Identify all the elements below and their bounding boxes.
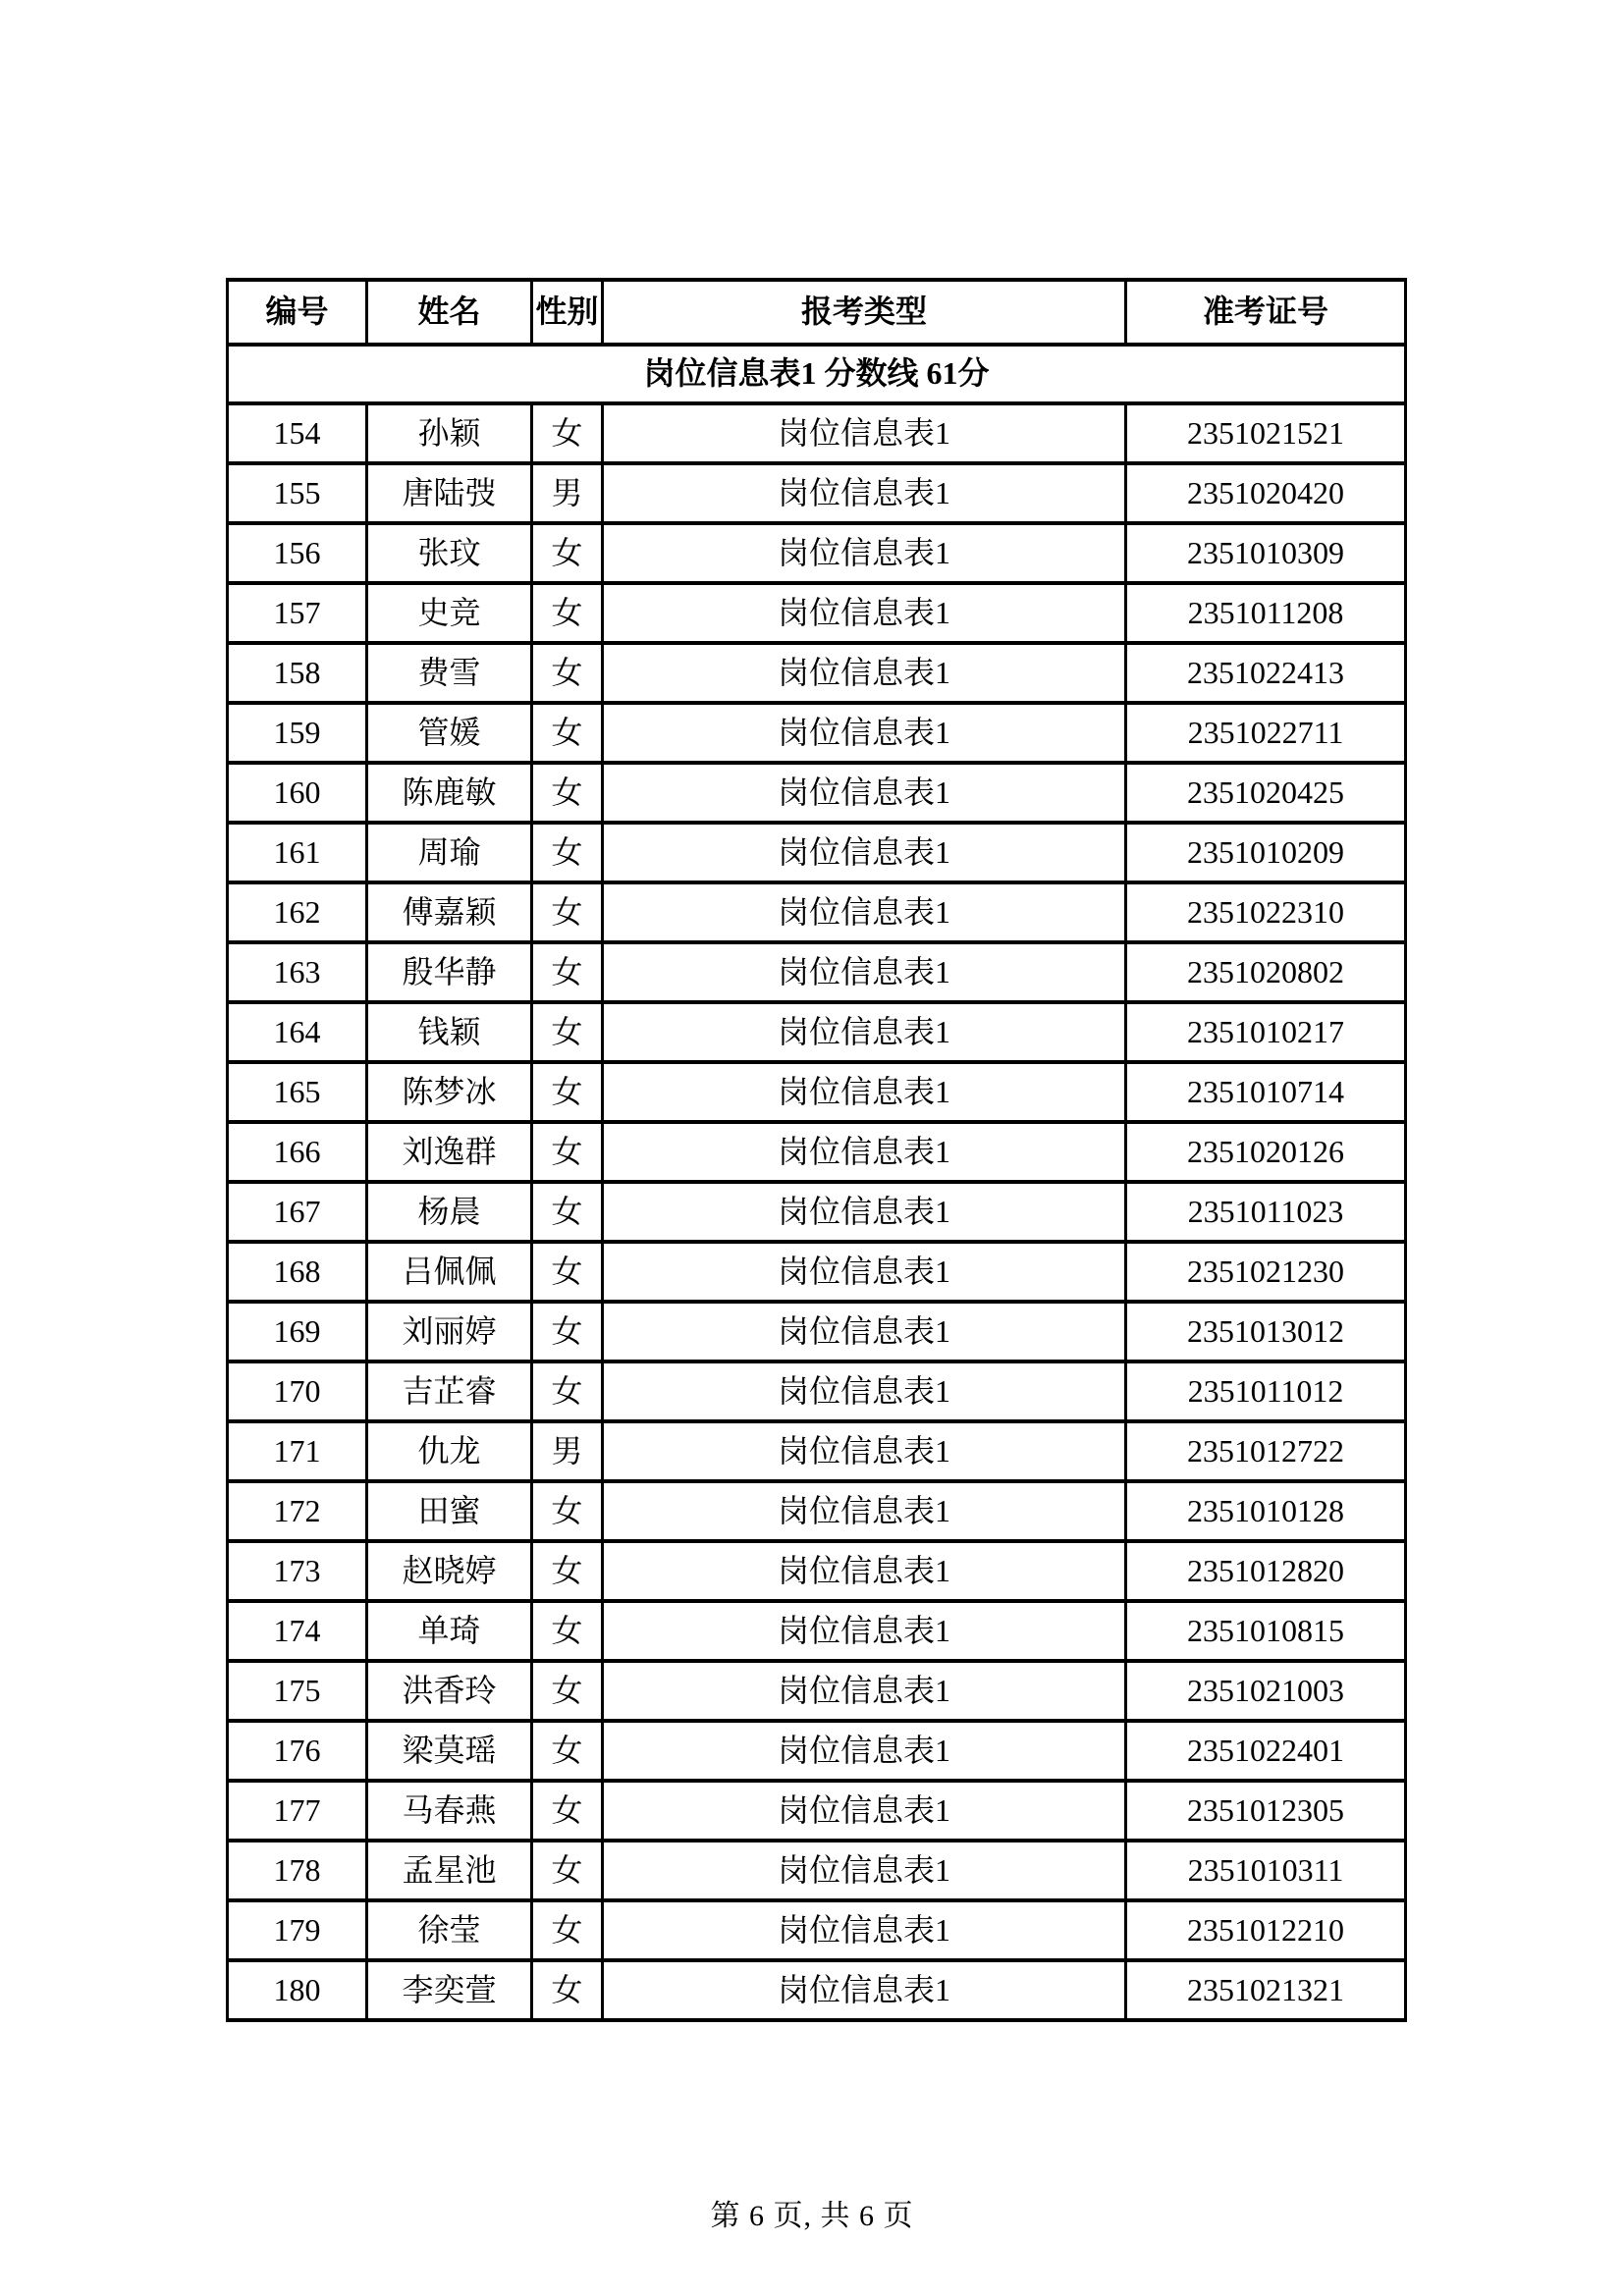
- cell-number: 155: [228, 463, 367, 523]
- table-row: [228, 1002, 1406, 1062]
- cell-type: 岗位信息表1: [603, 703, 1126, 763]
- cell-name: 钱颖: [367, 1002, 532, 1062]
- cell-type: 岗位信息表1: [603, 583, 1126, 643]
- cell-type: 岗位信息表1: [603, 1721, 1126, 1781]
- cell-type: 岗位信息表1: [603, 1541, 1126, 1601]
- cell-number: 167: [228, 1182, 367, 1242]
- cell-gender: 女: [532, 1182, 603, 1242]
- cell-ticket: 2351020802: [1126, 942, 1406, 1002]
- cell-ticket: 2351022413: [1126, 643, 1406, 703]
- cell-ticket: 2351010309: [1126, 523, 1406, 583]
- cell-type: 岗位信息表1: [603, 1122, 1126, 1182]
- cell-number: 176: [228, 1721, 367, 1781]
- cell-gender: 女: [532, 1900, 603, 1960]
- cell-gender: 女: [532, 1481, 603, 1541]
- cell-gender: 女: [532, 1781, 603, 1841]
- cell-gender: 女: [532, 583, 603, 643]
- cell-gender: 女: [532, 703, 603, 763]
- column-header-ticket: 准考证号: [1126, 280, 1406, 345]
- cell-number: 175: [228, 1661, 367, 1721]
- section-header: 岗位信息表1 分数线 61分: [228, 345, 1406, 403]
- table-row: [228, 523, 1406, 583]
- cell-name: 陈鹿敏: [367, 763, 532, 823]
- cell-number: 154: [228, 403, 367, 463]
- cell-ticket: 2351012210: [1126, 1900, 1406, 1960]
- table-row: [228, 1481, 1406, 1541]
- cell-name: 陈梦冰: [367, 1062, 532, 1122]
- cell-ticket: 2351022310: [1126, 882, 1406, 942]
- cell-gender: 女: [532, 1302, 603, 1362]
- cell-name: 马春燕: [367, 1781, 532, 1841]
- cell-name: 周瑜: [367, 823, 532, 882]
- cell-name: 吉芷睿: [367, 1362, 532, 1421]
- cell-name: 孟星池: [367, 1841, 532, 1900]
- cell-gender: 女: [532, 523, 603, 583]
- cell-gender: 女: [532, 1960, 603, 2020]
- cell-gender: 女: [532, 942, 603, 1002]
- cell-type: 岗位信息表1: [603, 1601, 1126, 1661]
- cell-type: 岗位信息表1: [603, 1002, 1126, 1062]
- cell-ticket: 2351010815: [1126, 1601, 1406, 1661]
- header-row: [228, 280, 1406, 345]
- cell-ticket: 2351021003: [1126, 1661, 1406, 1721]
- table-row: [228, 703, 1406, 763]
- table-row: [228, 1062, 1406, 1122]
- cell-number: 161: [228, 823, 367, 882]
- cell-type: 岗位信息表1: [603, 1421, 1126, 1481]
- cell-type: 岗位信息表1: [603, 1481, 1126, 1541]
- cell-name: 刘逸群: [367, 1122, 532, 1182]
- cell-gender: 男: [532, 463, 603, 523]
- cell-name: 仇龙: [367, 1421, 532, 1481]
- table-row: [228, 1960, 1406, 2020]
- cell-number: 179: [228, 1900, 367, 1960]
- cell-type: 岗位信息表1: [603, 1900, 1126, 1960]
- cell-number: 164: [228, 1002, 367, 1062]
- table-row: [228, 1122, 1406, 1182]
- cell-ticket: 2351010217: [1126, 1002, 1406, 1062]
- cell-number: 178: [228, 1841, 367, 1900]
- column-header-number: 编号: [228, 280, 367, 345]
- cell-type: 岗位信息表1: [603, 823, 1126, 882]
- table-row: [228, 1900, 1406, 1960]
- table-row: [228, 643, 1406, 703]
- cell-type: 岗位信息表1: [603, 1960, 1126, 2020]
- column-header-name: 姓名: [367, 280, 532, 345]
- cell-gender: 女: [532, 1721, 603, 1781]
- cell-name: 傅嘉颖: [367, 882, 532, 942]
- cell-type: 岗位信息表1: [603, 1062, 1126, 1122]
- cell-type: 岗位信息表1: [603, 643, 1126, 703]
- cell-gender: 女: [532, 1362, 603, 1421]
- cell-type: 岗位信息表1: [603, 1661, 1126, 1721]
- cell-number: 156: [228, 523, 367, 583]
- cell-name: 费雪: [367, 643, 532, 703]
- candidates-table: [226, 278, 1407, 2022]
- table-row: [228, 583, 1406, 643]
- section-header-row: [228, 345, 1406, 403]
- cell-name: 管媛: [367, 703, 532, 763]
- cell-name: 单琦: [367, 1601, 532, 1661]
- table-body: [228, 403, 1406, 2020]
- cell-ticket: 2351010714: [1126, 1062, 1406, 1122]
- table-row: [228, 1421, 1406, 1481]
- cell-number: 174: [228, 1601, 367, 1661]
- cell-gender: 女: [532, 1242, 603, 1302]
- cell-name: 刘丽婷: [367, 1302, 532, 1362]
- cell-ticket: 2351021321: [1126, 1960, 1406, 2020]
- cell-name: 李奕萱: [367, 1960, 532, 2020]
- cell-gender: 女: [532, 823, 603, 882]
- cell-ticket: 2351012305: [1126, 1781, 1406, 1841]
- table-row: [228, 463, 1406, 523]
- table-row: [228, 1302, 1406, 1362]
- table-row: [228, 1242, 1406, 1302]
- cell-ticket: 2351011012: [1126, 1362, 1406, 1421]
- cell-name: 史竞: [367, 583, 532, 643]
- cell-ticket: 2351012820: [1126, 1541, 1406, 1601]
- cell-ticket: 2351021521: [1126, 403, 1406, 463]
- cell-ticket: 2351022711: [1126, 703, 1406, 763]
- cell-number: 168: [228, 1242, 367, 1302]
- table-row: [228, 1182, 1406, 1242]
- cell-gender: 女: [532, 1661, 603, 1721]
- cell-name: 徐莹: [367, 1900, 532, 1960]
- cell-type: 岗位信息表1: [603, 1841, 1126, 1900]
- cell-type: 岗位信息表1: [603, 523, 1126, 583]
- cell-number: 157: [228, 583, 367, 643]
- cell-gender: 女: [532, 1122, 603, 1182]
- cell-ticket: 2351013012: [1126, 1302, 1406, 1362]
- cell-ticket: 2351021230: [1126, 1242, 1406, 1302]
- cell-name: 赵晓婷: [367, 1541, 532, 1601]
- cell-number: 163: [228, 942, 367, 1002]
- cell-ticket: 2351011208: [1126, 583, 1406, 643]
- cell-type: 岗位信息表1: [603, 1302, 1126, 1362]
- table-row: [228, 942, 1406, 1002]
- cell-type: 岗位信息表1: [603, 1781, 1126, 1841]
- cell-name: 梁莫瑶: [367, 1721, 532, 1781]
- table-row: [228, 1601, 1406, 1661]
- cell-gender: 女: [532, 1841, 603, 1900]
- table-row: [228, 823, 1406, 882]
- cell-gender: 女: [532, 1062, 603, 1122]
- page-footer: 第 6 页, 共 6 页: [710, 2200, 914, 2232]
- cell-number: 162: [228, 882, 367, 942]
- cell-type: 岗位信息表1: [603, 1362, 1126, 1421]
- cell-number: 180: [228, 1960, 367, 2020]
- table-row: [228, 1781, 1406, 1841]
- table-row: [228, 882, 1406, 942]
- cell-number: 160: [228, 763, 367, 823]
- cell-type: 岗位信息表1: [603, 1182, 1126, 1242]
- cell-number: 169: [228, 1302, 367, 1362]
- cell-type: 岗位信息表1: [603, 1242, 1126, 1302]
- cell-ticket: 2351010209: [1126, 823, 1406, 882]
- cell-ticket: 2351022401: [1126, 1721, 1406, 1781]
- table-row: [228, 403, 1406, 463]
- table-row: [228, 763, 1406, 823]
- cell-type: 岗位信息表1: [603, 942, 1126, 1002]
- cell-type: 岗位信息表1: [603, 403, 1126, 463]
- cell-gender: 女: [532, 763, 603, 823]
- cell-ticket: 2351011023: [1126, 1182, 1406, 1242]
- cell-number: 171: [228, 1421, 367, 1481]
- cell-type: 岗位信息表1: [603, 763, 1126, 823]
- cell-name: 杨晨: [367, 1182, 532, 1242]
- cell-ticket: 2351020420: [1126, 463, 1406, 523]
- cell-ticket: 2351010128: [1126, 1481, 1406, 1541]
- table-row: [228, 1541, 1406, 1601]
- column-header-type: 报考类型: [603, 280, 1126, 345]
- cell-name: 张玟: [367, 523, 532, 583]
- cell-gender: 女: [532, 403, 603, 463]
- cell-number: 165: [228, 1062, 367, 1122]
- cell-number: 173: [228, 1541, 367, 1601]
- cell-gender: 女: [532, 1601, 603, 1661]
- cell-ticket: 2351020126: [1126, 1122, 1406, 1182]
- cell-type: 岗位信息表1: [603, 882, 1126, 942]
- table-row: [228, 1661, 1406, 1721]
- cell-name: 田蜜: [367, 1481, 532, 1541]
- cell-gender: 女: [532, 1541, 603, 1601]
- table-row: [228, 1362, 1406, 1421]
- cell-name: 孙颖: [367, 403, 532, 463]
- cell-type: 岗位信息表1: [603, 463, 1126, 523]
- cell-number: 166: [228, 1122, 367, 1182]
- cell-gender: 男: [532, 1421, 603, 1481]
- cell-name: 吕佩佩: [367, 1242, 532, 1302]
- cell-name: 唐陆弢: [367, 463, 532, 523]
- cell-number: 170: [228, 1362, 367, 1421]
- table-row: [228, 1841, 1406, 1900]
- table-row: [228, 1721, 1406, 1781]
- cell-name: 殷华静: [367, 942, 532, 1002]
- cell-ticket: 2351020425: [1126, 763, 1406, 823]
- cell-ticket: 2351012722: [1126, 1421, 1406, 1481]
- cell-number: 159: [228, 703, 367, 763]
- cell-gender: 女: [532, 643, 603, 703]
- cell-gender: 女: [532, 1002, 603, 1062]
- cell-number: 177: [228, 1781, 367, 1841]
- cell-number: 158: [228, 643, 367, 703]
- cell-number: 172: [228, 1481, 367, 1541]
- cell-gender: 女: [532, 882, 603, 942]
- cell-name: 洪香玲: [367, 1661, 532, 1721]
- cell-ticket: 2351010311: [1126, 1841, 1406, 1900]
- column-header-gender: 性别: [532, 280, 603, 345]
